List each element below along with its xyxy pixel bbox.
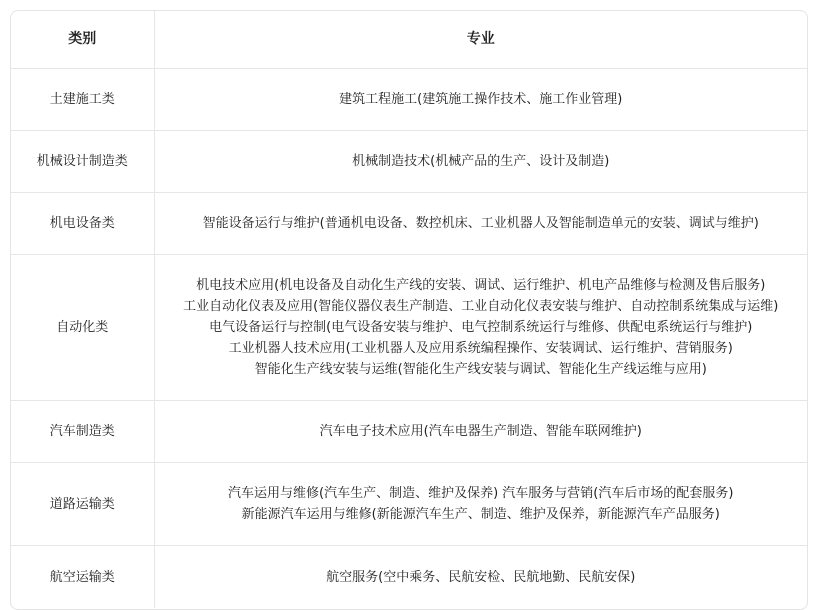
table-row [11,255,807,401]
major-line: 汽车电子技术应用(汽车电器生产制造、智能车联网维护) [319,424,642,439]
header-major: 专业 [154,11,807,69]
major-line: 航空服务(空中乘务、民航安检、民航地勤、民航安保) [326,569,636,585]
major-line: 建筑工程施工(建筑施工操作技术、施工作业管理) [339,92,623,107]
category-cell: 航空运输类 [11,546,154,609]
table-row [11,69,807,131]
major-cell [154,463,807,546]
category-cell: 汽车制造类 [11,401,154,463]
category-cell: 道路运输类 [11,463,154,546]
table-row [11,463,807,546]
category-cell: 机电设备类 [11,193,154,255]
major-line: 汽车运用与维修(汽车生产、制造、维护及保养) 汽车服务与营销(汽车后市场的配套服务) [228,486,734,501]
major-cell [154,255,807,401]
table-row [11,193,807,255]
major-line: 智能设备运行与维护(普通机电设备、数控机床、工业机器人及智能制造单元的安装、调试与维护) [202,216,759,231]
major-line: 智能化生产线安装与运维(智能化生产线安装与调试、智能化生产线运维与应用) [254,362,707,377]
major-line: 工业机器人技术应用(工业机器人及应用系统编程操作、安装调试、运行维护、营销服务) [228,341,733,356]
major-cell [154,546,807,609]
major-cell [154,193,807,255]
major-cell [154,401,807,463]
category-cell: 自动化类 [11,255,154,401]
category-cell: 土建施工类 [11,69,154,131]
major-line: 新能源汽车运用与维修(新能源汽车生产、制造、维护及保养，新能源汽车产品服务) [241,507,720,522]
table-row [11,131,807,193]
table-header-row [11,11,807,69]
major-line: 机械制造技术(机械产品的生产、设计及制造) [352,154,610,169]
major-cell [154,131,807,193]
majors-table [11,11,807,608]
majors-table-container [10,10,808,610]
table-row [11,546,807,609]
major-line: 工业自动化仪表及应用(智能仪器仪表生产制造、工业自动化仪表安装与维护、自动控制系统集成与运维) [183,299,779,314]
major-line: 电气设备运行与控制(电气设备安装与维护、电气控制系统运行与维修、供配电系统运行与维护) [209,320,753,335]
major-line: 机电技术应用(机电设备及自动化生产线的安装、调试、运行维护、机电产品维修与检测及售后服务) [196,278,766,293]
table-row [11,401,807,463]
major-cell [154,69,807,131]
header-category: 类别 [11,11,154,69]
category-cell: 机械设计制造类 [11,131,154,193]
